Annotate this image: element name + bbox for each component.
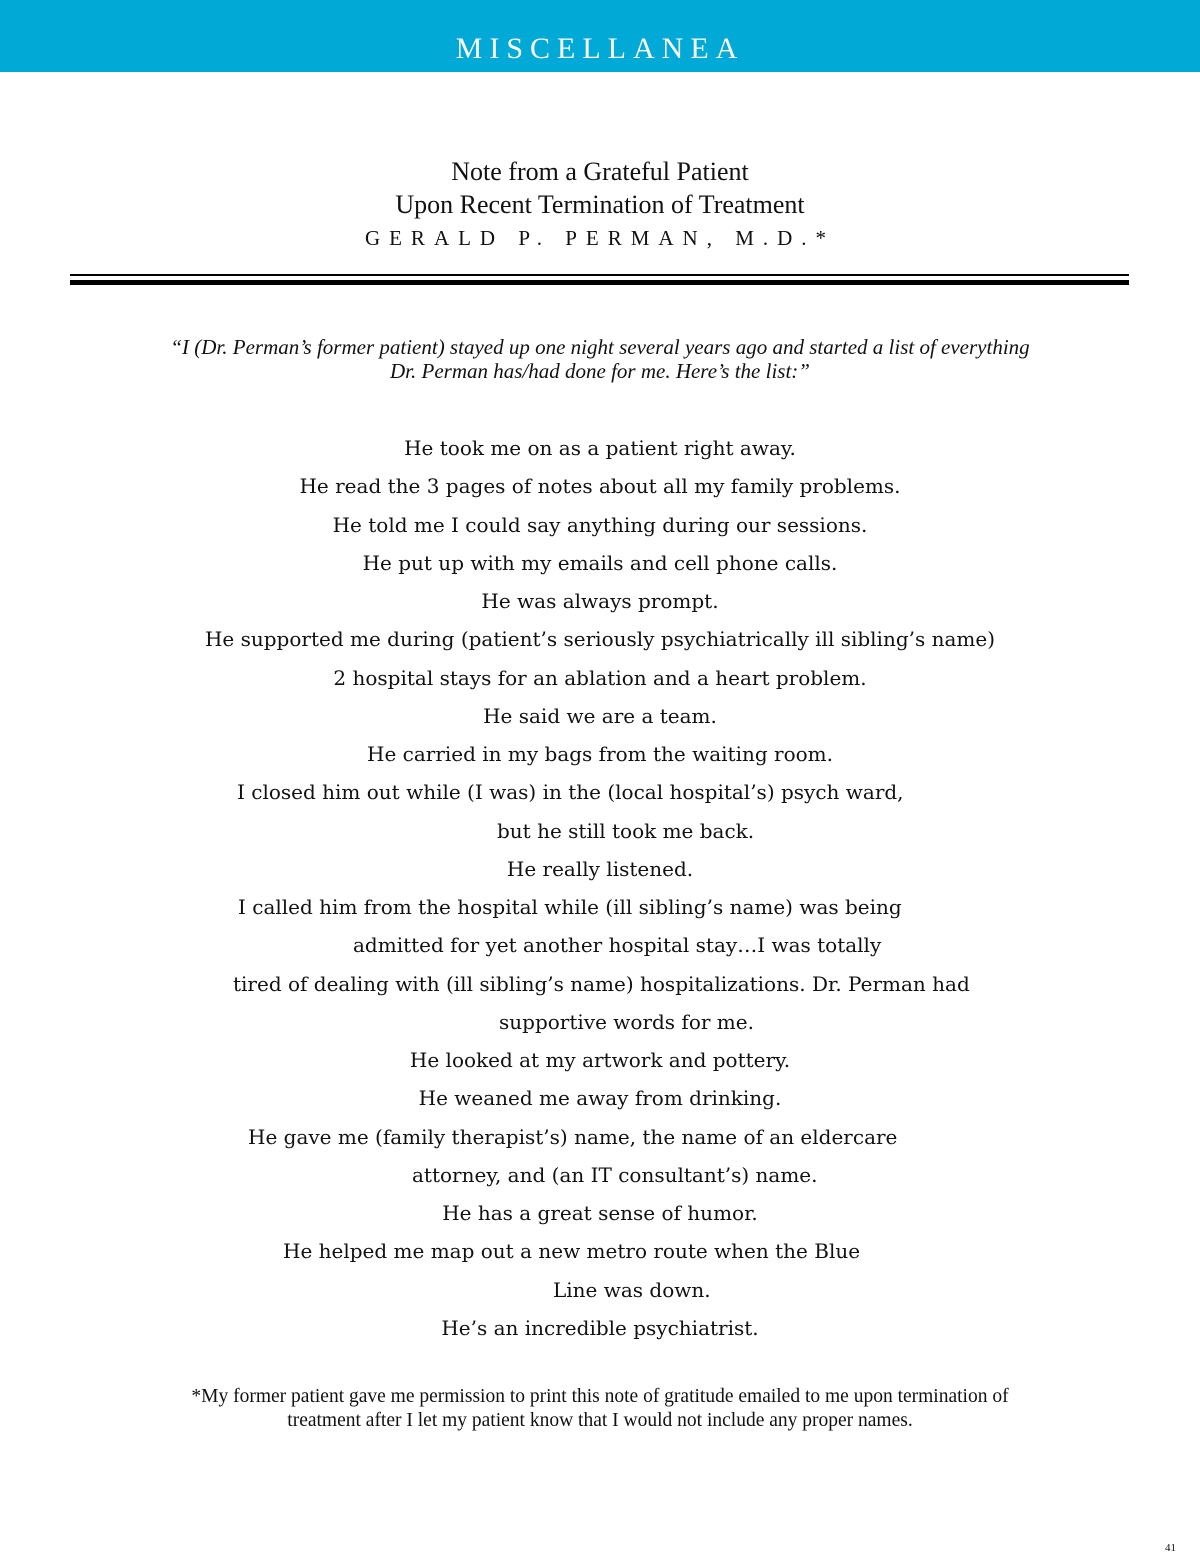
list-line: He gave me (family therapist’s) name, the name of an eldercare bbox=[248, 1125, 898, 1149]
footnote-line-1: *My former patient gave me permission to print this note of gratitude emailed to me upon termination of bbox=[191, 1386, 1009, 1407]
list-line: He put up with my emails and cell phone calls. bbox=[362, 551, 838, 575]
list-line: He has a great sense of humor. bbox=[442, 1201, 758, 1225]
list-line: He weaned me away from drinking. bbox=[418, 1086, 782, 1110]
intro-line-1: “I (Dr. Perman’s former patient) stayed up one night several years ago and started a list of everything bbox=[170, 335, 1030, 359]
section-banner bbox=[0, 0, 1200, 72]
title-divider-thin bbox=[70, 274, 1129, 276]
list-line: tired of dealing with (ill sibling’s name) hospitalizations. Dr. Perman had bbox=[233, 972, 970, 996]
article-title-line-2: Upon Recent Termination of Treatment bbox=[395, 190, 805, 219]
list-line: but he still took me back. bbox=[497, 819, 755, 843]
intro-line-2: Dr. Perman has/had done for me. Here’s the list:” bbox=[390, 359, 810, 383]
footnote-line-2: treatment after I let my patient know that I would not include any proper names. bbox=[287, 1410, 913, 1431]
list-line: attorney, and (an IT consultant’s) name. bbox=[412, 1163, 818, 1187]
footnote bbox=[80, 1385, 1120, 1433]
list-line: He’s an incredible psychiatrist. bbox=[441, 1316, 759, 1340]
article-author: GERALD P. PERMAN, M.D.* bbox=[364, 226, 836, 250]
list-line: He read the 3 pages of notes about all my family problems. bbox=[299, 474, 901, 498]
list-line: He looked at my artwork and pottery. bbox=[409, 1048, 791, 1072]
section-title: MISCELLANEA bbox=[455, 32, 745, 65]
list-line: I called him from the hospital while (ill sibling’s name) was being bbox=[238, 895, 902, 919]
list-line: admitted for yet another hospital stay…I was totally bbox=[353, 933, 882, 957]
list-line: He took me on as a patient right away. bbox=[404, 436, 796, 460]
list-line: supportive words for me. bbox=[499, 1010, 754, 1034]
title-divider-thick bbox=[70, 280, 1129, 285]
list-line: He really listened. bbox=[506, 857, 694, 881]
list-line: Line was down. bbox=[553, 1278, 711, 1302]
list-line: He said we are a team. bbox=[483, 704, 717, 728]
article-title-line-1: Note from a Grateful Patient bbox=[451, 157, 749, 186]
list-line: He was always prompt. bbox=[481, 589, 719, 613]
article-title-block bbox=[0, 155, 1200, 253]
list-line: He told me I could say anything during our sessions. bbox=[332, 513, 868, 537]
list-line: 2 hospital stays for an ablation and a heart problem. bbox=[333, 666, 867, 690]
list-line: He supported me during (patient’s seriously psychiatrically ill sibling’s name) bbox=[204, 627, 996, 651]
intro-quote bbox=[100, 335, 1100, 383]
page-number: 41 bbox=[1165, 1542, 1176, 1554]
list-line: He helped me map out a new metro route when the Blue bbox=[283, 1239, 861, 1263]
list-line: I closed him out while (I was) in the (local hospital’s) psych ward, bbox=[237, 780, 904, 804]
list-line: He carried in my bags from the waiting room. bbox=[367, 742, 833, 766]
